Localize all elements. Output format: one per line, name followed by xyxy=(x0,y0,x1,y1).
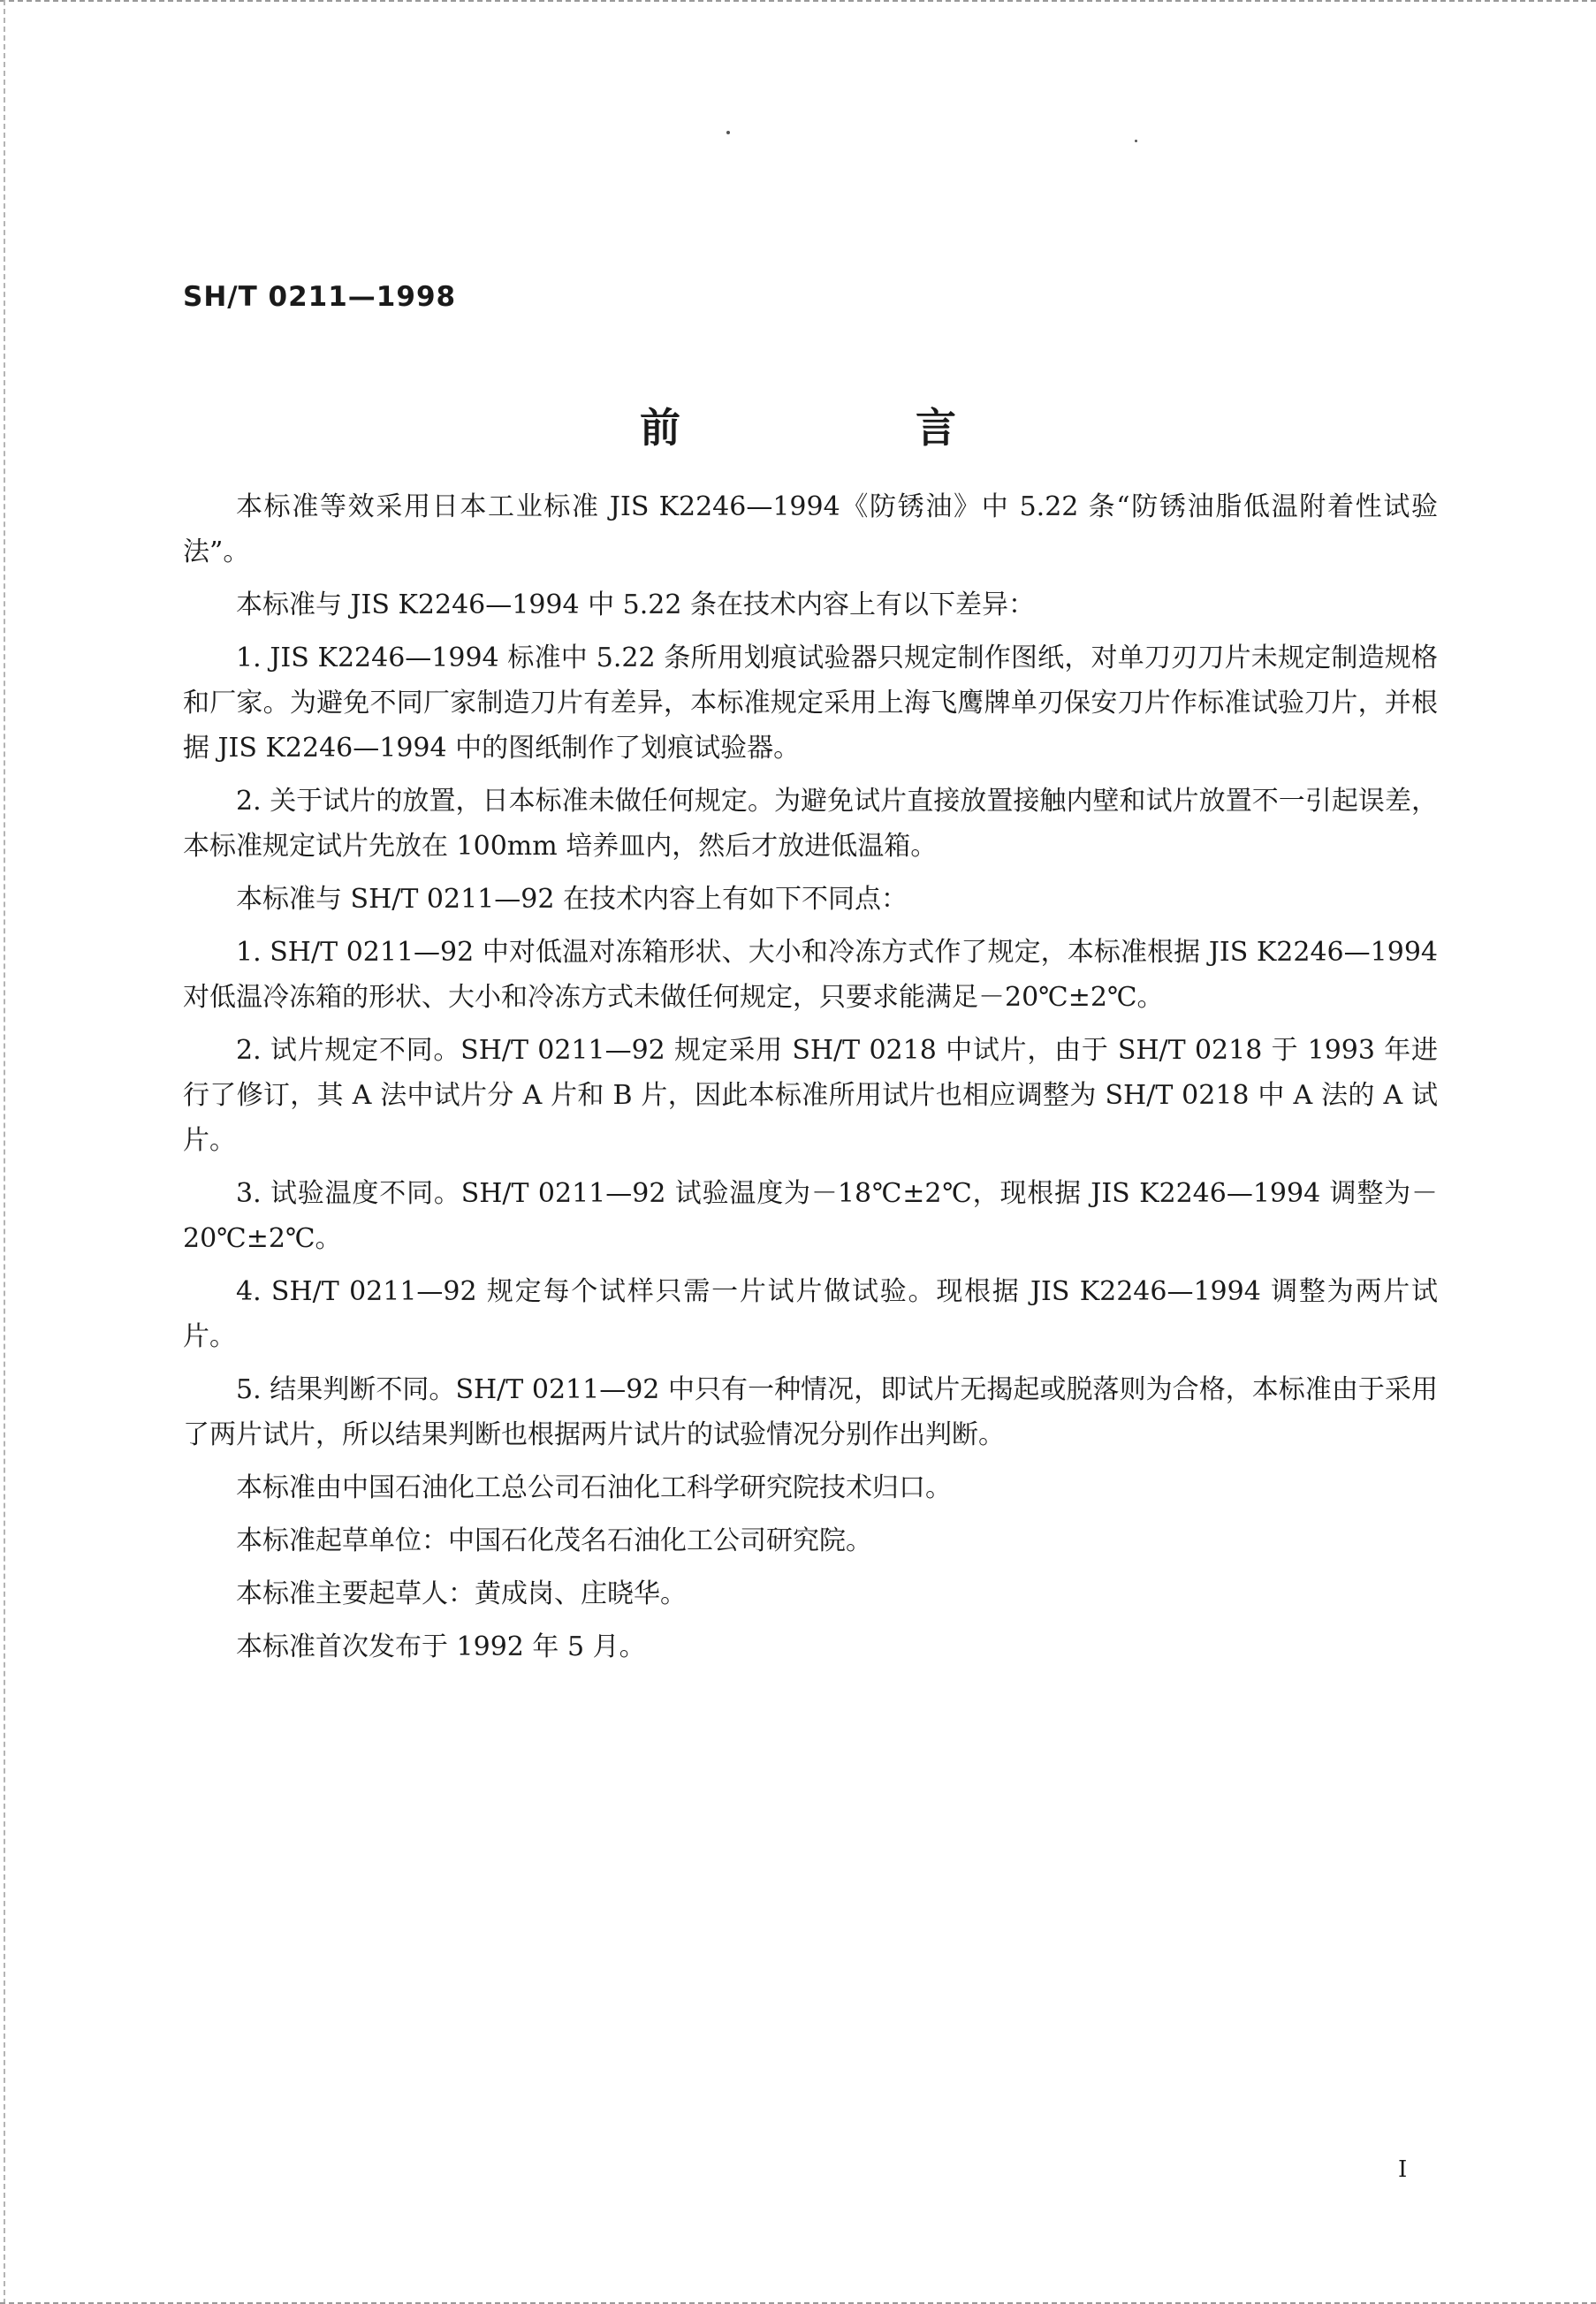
body-paragraph: 3. 试验温度不同。SH/T 0211—92 试验温度为－18℃±2℃，现根据 JIS K2246—1994 调整为－20℃±2℃。 xyxy=(183,1178,1438,1254)
scan-edge-left xyxy=(4,0,9,2304)
standard-code: SH/T 0211—1998 xyxy=(183,281,457,313)
body-paragraph: 2. 试片规定不同。SH/T 0211—92 规定采用 SH/T 0218 中试片，由于 SH/T 0218 于 1993 年进行了修订，其 A 法中试片分 A 片和 B 片，因此本标准所用试片也相应调整为 SH/T 0218 中 A 法的 A 试片。 xyxy=(183,1035,1438,1156)
body-paragraph: 5. 结果判断不同。SH/T 0211—92 中只有一种情况，即试片无揭起或脱落则为合格，本标准由于采用了两片试片，所以结果判断也根据两片试片的试验情况分别作出判断。 xyxy=(183,1374,1438,1450)
body-paragraph: 本标准起草单位：中国石化茂名石油化工公司研究院。 xyxy=(236,1525,872,1556)
page-title: 前 言 xyxy=(640,404,1053,452)
body-paragraph: 1. JIS K2246—1994 标准中 5.22 条所用划痕试验器只规定制作图纸，对单刀刃刀片未规定制造规格和厂家。为避免不同厂家制造刀片有差异，本标准规定采用上海飞鹰牌单刃保安刀片作标准试验刀片，并根据 JIS K2246—1994 中的图纸制作了划痕试验器。 xyxy=(183,643,1438,764)
scan-edge-bottom xyxy=(0,2297,1596,2304)
scan-speck xyxy=(1135,140,1137,142)
page-number: I xyxy=(1398,2156,1408,2183)
body-paragraph: 4. SH/T 0211—92 规定每个试样只需一片试片做试验。现根据 JIS K2246—1994 调整为两片试片。 xyxy=(183,1276,1438,1352)
body-paragraph: 本标准等效采用日本工业标准 JIS K2246—1994《防锈油》中 5.22 条“防锈油脂低温附着性试验法”。 xyxy=(183,491,1438,567)
body-paragraph: 本标准由中国石油化工总公司石油化工科学研究院技术归口。 xyxy=(236,1472,952,1503)
body-paragraph: 本标准与 JIS K2246—1994 中 5.22 条在技术内容上有以下差异： xyxy=(236,589,1036,620)
scan-edge-top xyxy=(0,0,1596,5)
body-paragraph: 2. 关于试片的放置，日本标准未做任何规定。为避免试片直接放置接触内壁和试片放置不一引起误差，本标准规定试片先放在 100mm 培养皿内，然后才放进低温箱。 xyxy=(183,786,1438,862)
scan-speck xyxy=(726,131,730,134)
body-paragraph: 本标准首次发布于 1992 年 5 月。 xyxy=(236,1631,646,1662)
document-body xyxy=(183,484,1438,1677)
body-paragraph: 本标准主要起草人：黄成岗、庄晓华。 xyxy=(236,1578,687,1609)
body-paragraph: 本标准与 SH/T 0211—92 在技术内容上有如下不同点： xyxy=(236,884,908,915)
body-paragraph: 1. SH/T 0211—92 中对低温对冻箱形状、大小和冷冻方式作了规定，本标准根据 JIS K2246—1994 对低温冷冻箱的形状、大小和冷冻方式未做任何规定，只要求能满足－20℃±2℃。 xyxy=(183,937,1438,1013)
